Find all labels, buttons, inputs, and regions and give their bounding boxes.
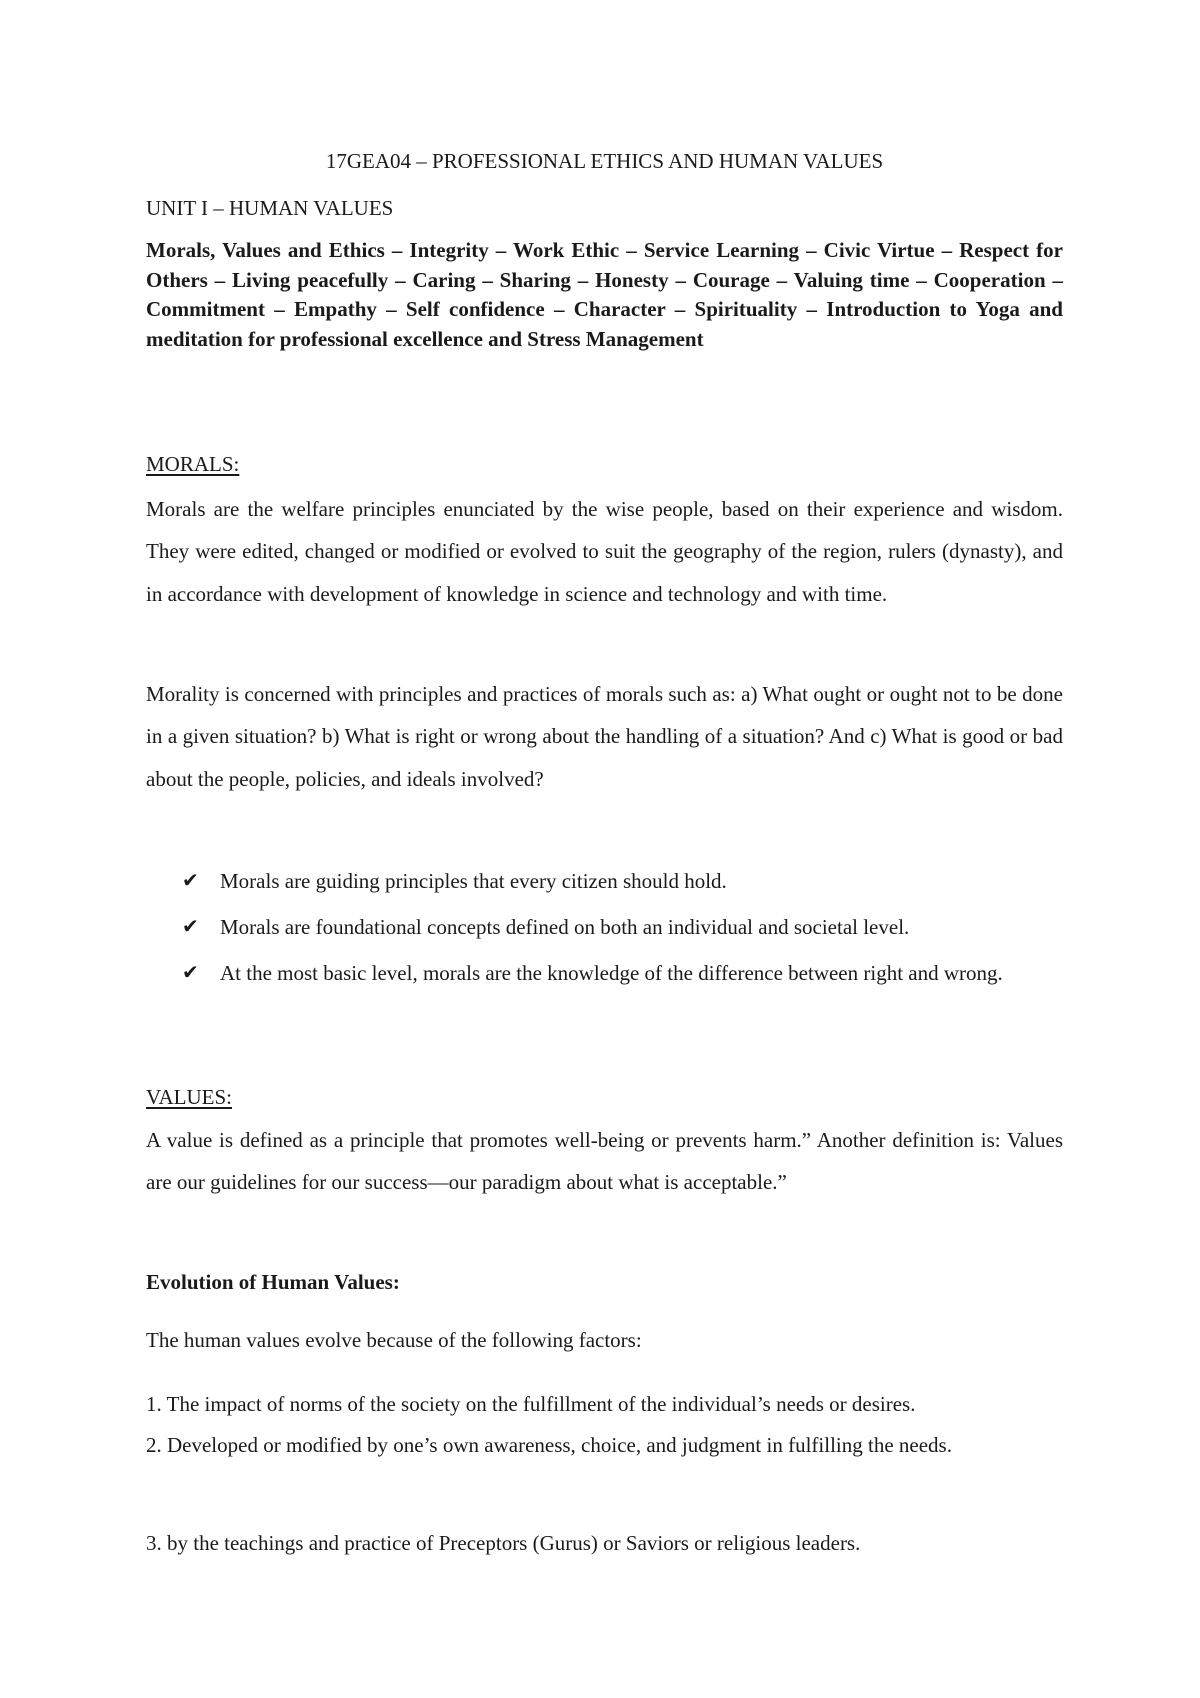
bullet-text: Morals are guiding principles that every citizen should hold. bbox=[220, 869, 727, 893]
factor-item-1: 1. The impact of norms of the society on the fulfillment of the individual’s needs or desires. bbox=[146, 1392, 916, 1416]
bullet-text: Morals are foundational concepts defined on both an individual and societal level. bbox=[220, 915, 910, 939]
morals-paragraph-2: Morality is concerned with principles and practices of morals such as: a) What ought or ought not to be done in a given situation? b) What is right or wrong about the handling of a situation? And c) What is good or bad about the people, policies, and ideals involved? bbox=[146, 682, 1063, 791]
factor-item-3: 3. by the teachings and practice of Preceptors (Gurus) or Saviors or religious leaders. bbox=[146, 1531, 861, 1555]
evolution-intro: The human values evolve because of the following factors: bbox=[146, 1328, 642, 1352]
morals-bullet-list bbox=[182, 866, 1063, 1004]
morals-heading: MORALS: bbox=[146, 452, 240, 476]
list-item bbox=[182, 958, 1063, 988]
unit-heading: UNIT I – HUMAN VALUES bbox=[146, 196, 394, 220]
check-mark-icon: ✔ bbox=[182, 868, 199, 892]
list-item bbox=[182, 912, 1063, 942]
document-title: 17GEA04 – PROFESSIONAL ETHICS AND HUMAN VALUES bbox=[325, 149, 884, 173]
syllabus-topics: Morals, Values and Ethics – Integrity – Work Ethic – Service Learning – Civic Virtue – Respect for Others – Living peacefully – Caring – Sharing – Honesty – Courage – Valuing time – Cooperation – Commitment – Empathy – Self confidence – Character – Spirituality – Introduction to Yoga and meditation for professional excellence and Stress Management bbox=[146, 238, 1063, 351]
values-paragraph: A value is defined as a principle that promotes well-being or prevents harm.” Another definition is: Values are our guidelines for our success—our paradigm about what is acceptable.” bbox=[146, 1128, 1063, 1195]
check-mark-icon: ✔ bbox=[182, 914, 199, 938]
bullet-text: At the most basic level, morals are the knowledge of the difference between right and wrong. bbox=[220, 961, 1003, 985]
values-heading: VALUES: bbox=[146, 1085, 232, 1109]
morals-paragraph-1: Morals are the welfare principles enunciated by the wise people, based on their experience and wisdom. They were edited, changed or modified or evolved to suit the geography of the region, rulers (dynasty), and in accordance with development of knowledge in science and technology and with time. bbox=[146, 497, 1063, 606]
list-item bbox=[182, 866, 1063, 896]
evolution-heading: Evolution of Human Values: bbox=[146, 1270, 400, 1294]
factor-item-2: 2. Developed or modified by one’s own awareness, choice, and judgment in fulfilling the needs. bbox=[146, 1433, 952, 1457]
check-mark-icon: ✔ bbox=[182, 960, 199, 984]
